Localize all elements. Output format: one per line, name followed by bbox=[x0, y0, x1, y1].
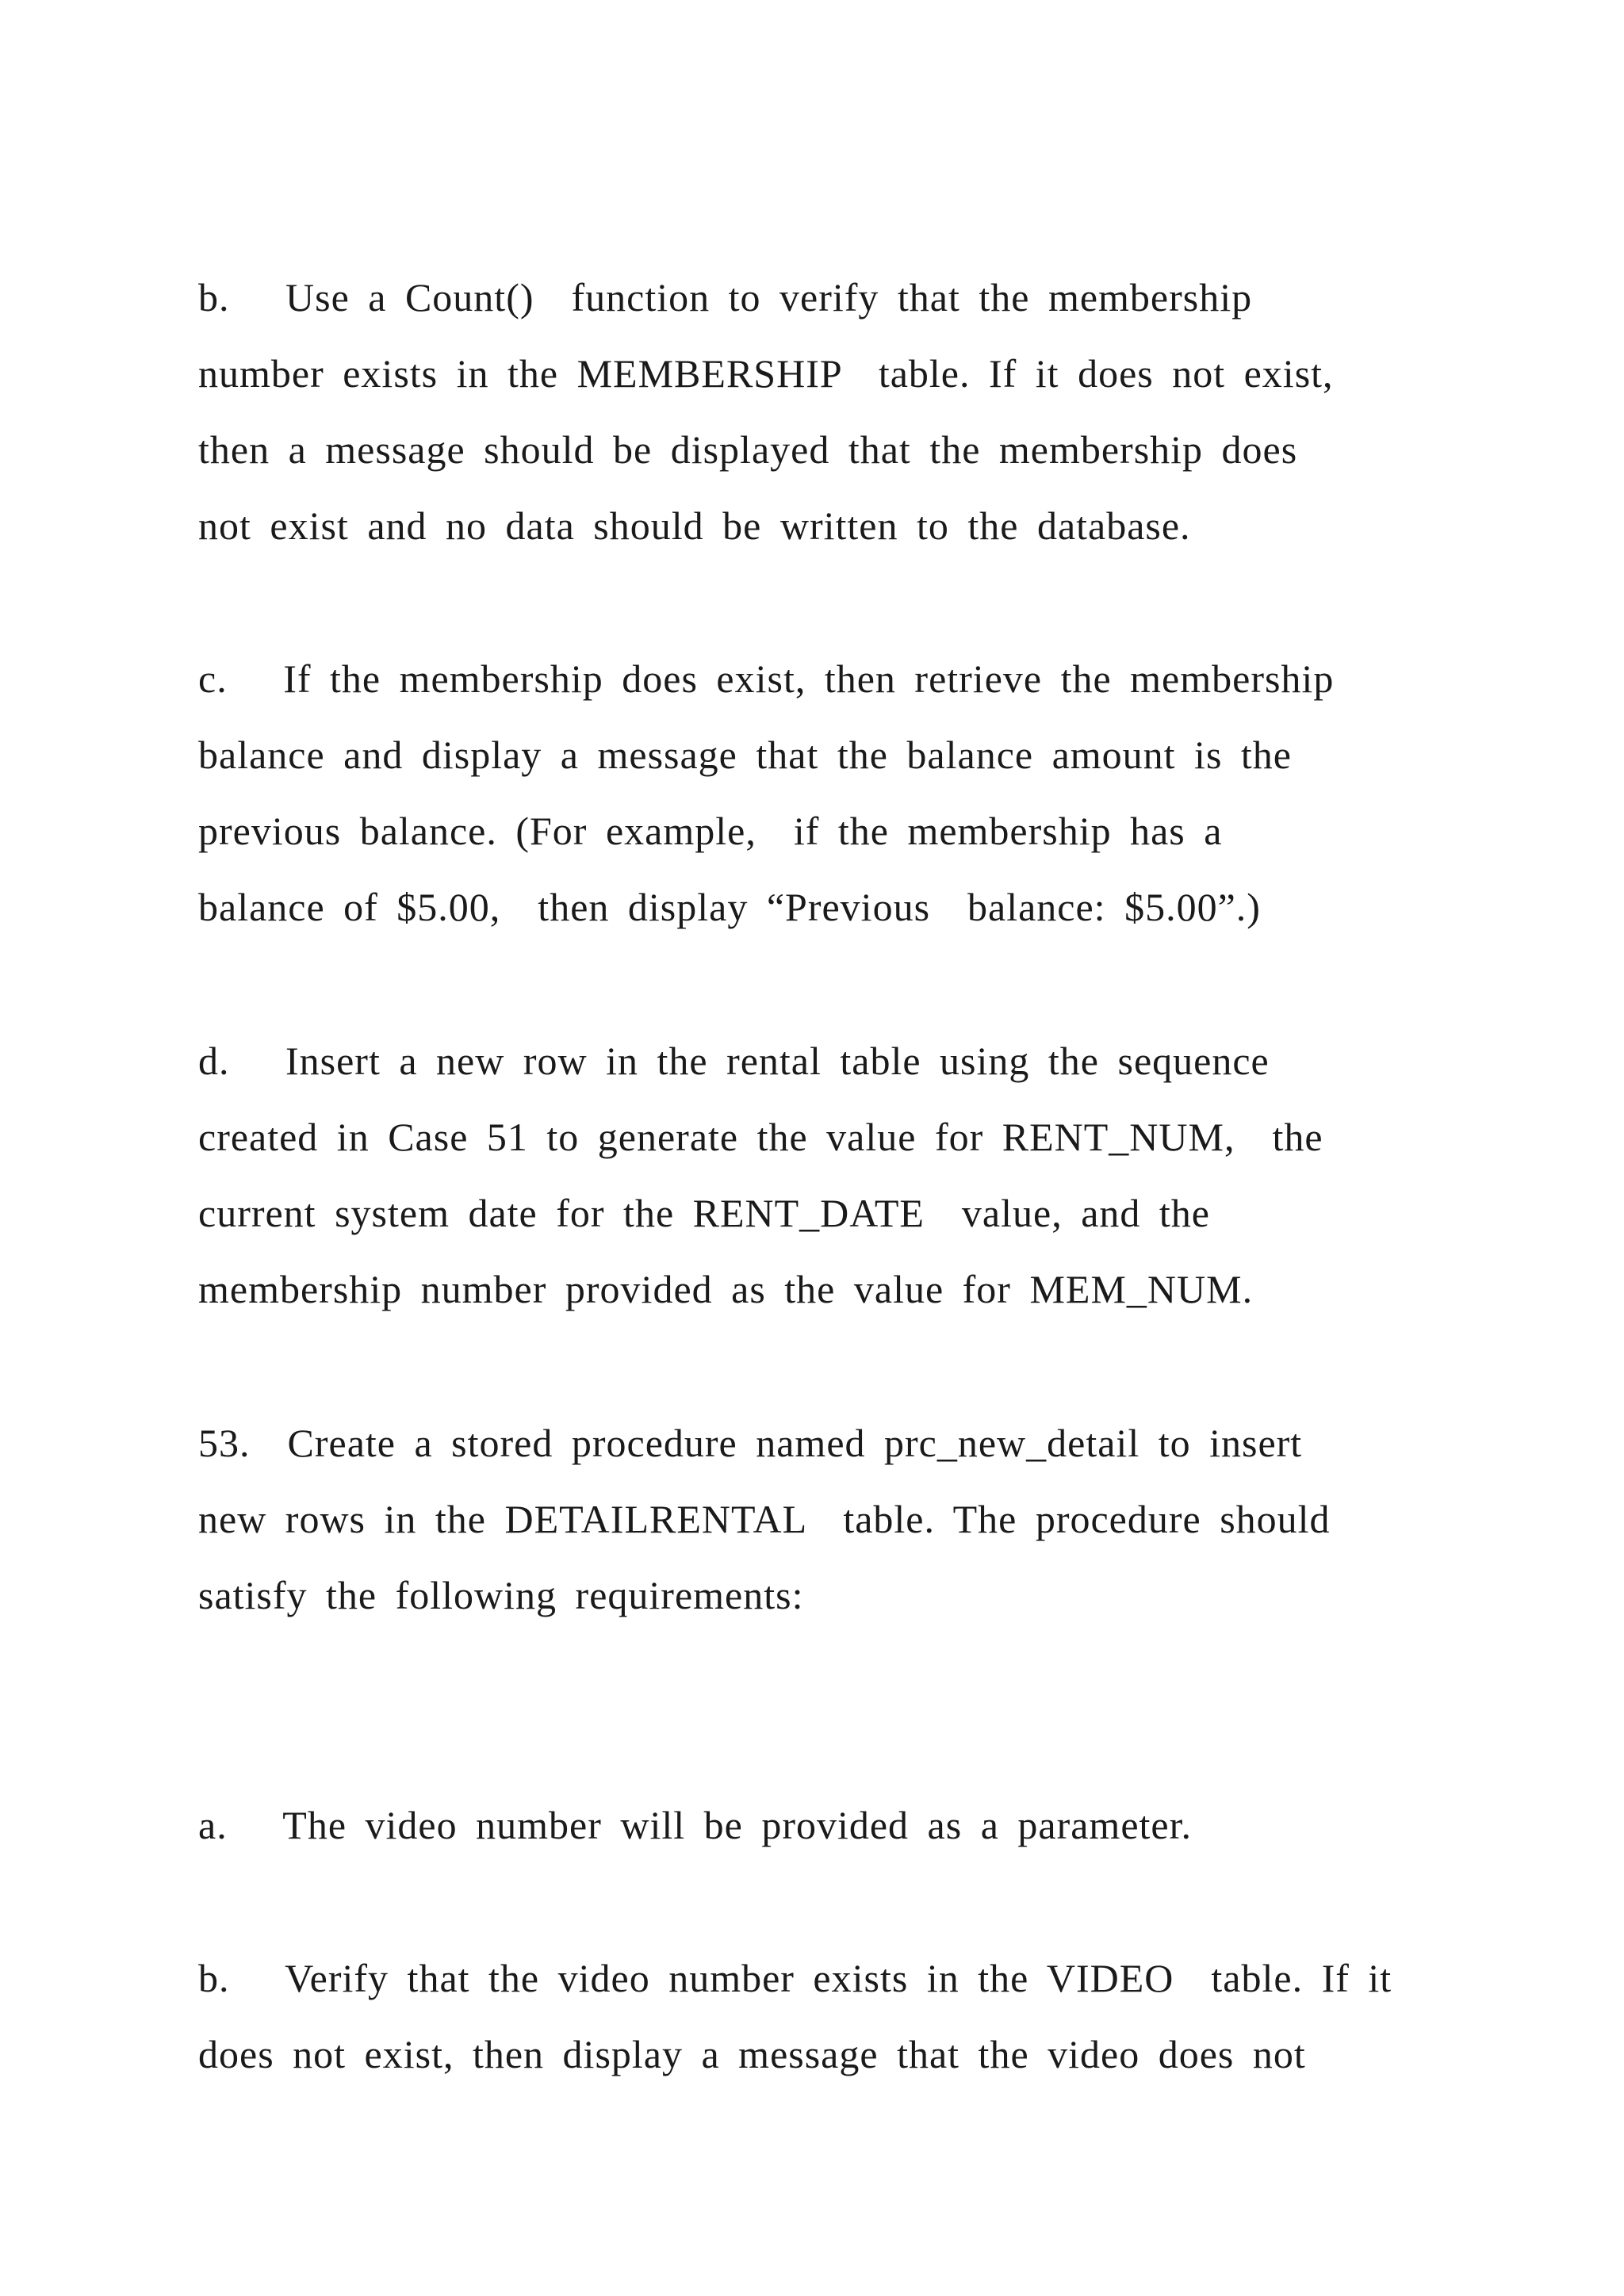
text-line-d-4: membership number provided as the value for MEM_NUM. bbox=[198, 1267, 1254, 1311]
text-line-b2-1: b. Verify that the video number exists in the VIDEO table. If it bbox=[198, 1956, 1392, 2000]
text-line-b-4: not exist and no data should be written to the database. bbox=[198, 503, 1191, 548]
text-line-c-2: balance and display a message that the balance amount is the bbox=[198, 733, 1292, 777]
text-line-b-1: b. Use a Count() function to verify that the membership bbox=[198, 275, 1253, 320]
text-line-c-1: c. If the membership does exist, then retrieve the membership bbox=[198, 656, 1335, 701]
text-line-d-1: d. Insert a new row in the rental table using the sequence bbox=[198, 1039, 1270, 1083]
text-line-a-1: a. The video number will be provided as a parameter. bbox=[198, 1803, 1192, 1847]
text-line-53-1: 53. Create a stored procedure named prc_new_detail to insert bbox=[198, 1421, 1303, 1465]
text-line-d-3: current system date for the RENT_DATE value, and the bbox=[198, 1191, 1210, 1235]
text-line-c-3: previous balance. (For example, if the membership has a bbox=[198, 809, 1223, 853]
text-line-d-2: created in Case 51 to generate the value for RENT_NUM, the bbox=[198, 1115, 1323, 1159]
text-line-53-2: new rows in the DETAILRENTAL table. The procedure should bbox=[198, 1497, 1331, 1541]
text-line-53-3: satisfy the following requirements: bbox=[198, 1573, 804, 1617]
text-line-b-2: number exists in the MEMBERSHIP table. If it does not exist, bbox=[198, 351, 1334, 396]
text-line-b2-2: does not exist, then display a message that the video does not bbox=[198, 2032, 1306, 2076]
text-line-b-3: then a message should be displayed that the membership does bbox=[198, 427, 1298, 472]
text-line-c-4: balance of $5.00, then display “Previous balance: $5.00”.) bbox=[198, 885, 1261, 929]
